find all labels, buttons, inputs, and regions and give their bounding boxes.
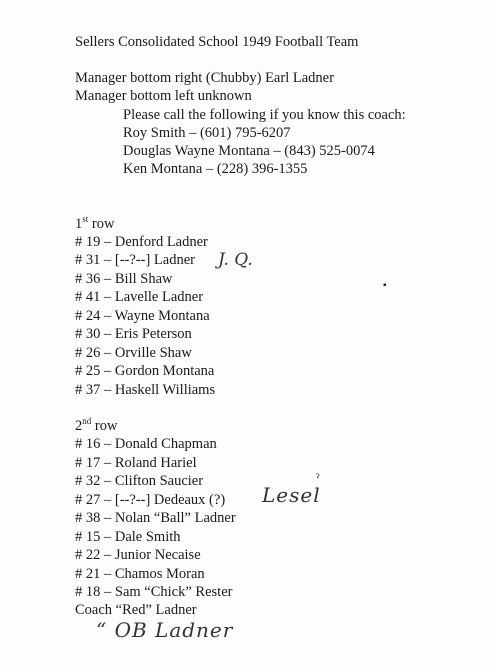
row2-player: # 32 – Clifton Saucier xyxy=(75,473,204,489)
row2-suffix: nd xyxy=(82,416,92,426)
row2-player: # 18 – Sam “Chick” Rester xyxy=(75,584,233,600)
contact-2: Douglas Wayne Montana – (843) 525-0074 xyxy=(123,143,375,159)
row1-player: # 31 – [--?--] Ladner xyxy=(75,252,195,268)
handwritten-note-31: J. Q. xyxy=(218,250,253,270)
handwritten-note-27: Lesel xyxy=(262,483,321,507)
row2-number: 2 xyxy=(75,418,83,434)
contact-1: Roy Smith – (601) 795-6207 xyxy=(123,125,291,141)
row2-player: # 22 – Junior Necaise xyxy=(75,547,201,563)
handwritten-note-bottom: “ OB Ladner xyxy=(96,618,234,642)
row1-player: # 25 – Gordon Montana xyxy=(75,363,215,379)
row1-player: # 41 – Lavelle Ladner xyxy=(75,289,204,305)
coach-line: Coach “Red” Ladner xyxy=(75,602,197,618)
row2-player: # 17 – Roland Hariel xyxy=(75,455,197,471)
row1-player: # 30 – Eris Peterson xyxy=(75,326,192,342)
row1-heading xyxy=(75,215,114,233)
row2-player: # 27 – [--?--] Dedeaux (?) xyxy=(75,492,226,508)
row2-word: row xyxy=(91,418,118,434)
row2-player: # 16 – Donald Chapman xyxy=(75,436,217,452)
row1-player: # 24 – Wayne Montana xyxy=(75,308,210,324)
row1-player: # 37 – Haskell Williams xyxy=(75,382,216,398)
ink-speck: ▪ xyxy=(383,280,387,291)
row1-word: row xyxy=(88,216,115,232)
row1-player: # 19 – Denford Ladner xyxy=(75,234,208,250)
ink-tick: ɂ xyxy=(316,470,320,480)
manager-line-1: Manager bottom right (Chubby) Earl Ladner xyxy=(75,70,334,86)
call-note: Please call the following if you know this coach: xyxy=(123,107,406,123)
row2-player: # 38 – Nolan “Ball” Ladner xyxy=(75,510,236,526)
row2-player: # 21 – Chamos Moran xyxy=(75,566,205,582)
row1-number: 1 xyxy=(75,216,83,232)
page-title: Sellers Consolidated School 1949 Football Team xyxy=(75,34,359,50)
row2-player: # 15 – Dale Smith xyxy=(75,529,181,545)
contact-3: Ken Montana – (228) 396-1355 xyxy=(123,161,308,177)
manager-line-2: Manager bottom left unknown xyxy=(75,88,252,104)
row1-player: # 26 – Orville Shaw xyxy=(75,345,192,361)
row1-player: # 36 – Bill Shaw xyxy=(75,271,173,287)
row1-suffix: st xyxy=(82,214,89,224)
row2-heading xyxy=(75,417,117,435)
